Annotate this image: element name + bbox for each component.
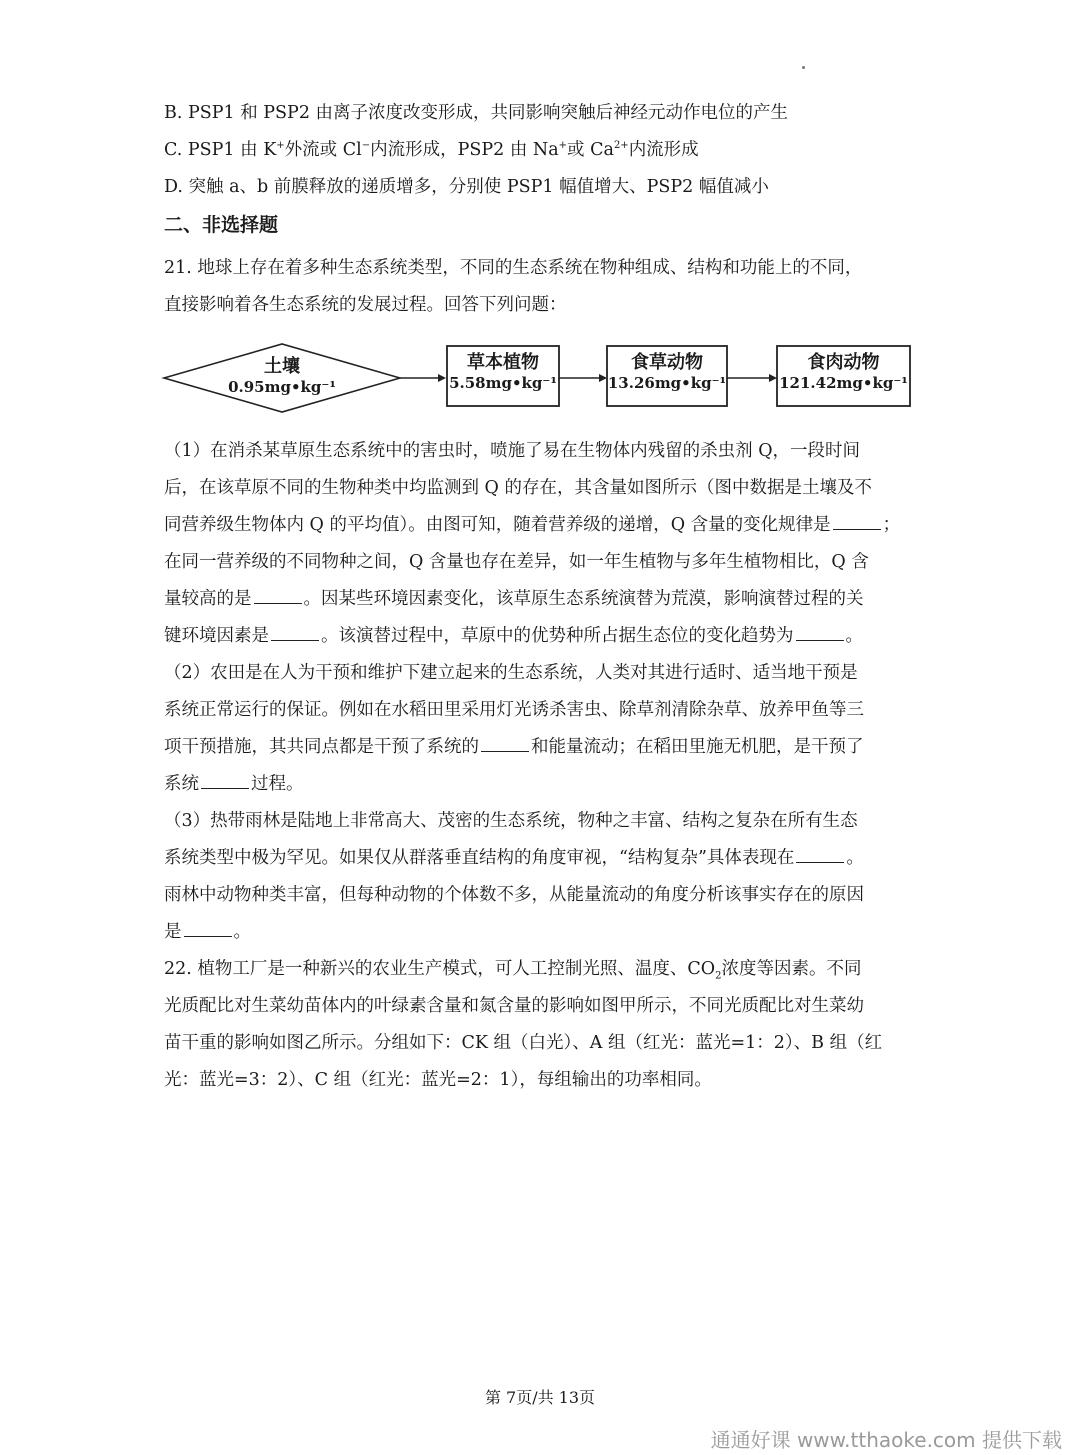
- answer-blank: [201, 772, 249, 789]
- scan-dot: [802, 66, 805, 69]
- page-number: 第 7页/共 13页: [484, 1388, 596, 1407]
- q21-p3-line-3: 雨林中动物种类丰富，但每种动物的个体数不多，从能量流动的角度分析该事实存在的原因: [164, 885, 864, 905]
- arrowhead-2: [599, 374, 607, 382]
- q21-p2-line-3: 项干预措施，其共同点都是干预了系统的 和能量流动；在稻田里施无机肥，是干预了: [164, 737, 864, 757]
- section-heading: 二、非选择题: [164, 214, 279, 236]
- answer-blank: [271, 624, 319, 641]
- q22-line-4: 光：蓝光=3：2）、C 组（红光：蓝光=2：1），每组输出的功率相同。: [164, 1070, 712, 1090]
- q21-p1-line-4: 在同一营养级的不同物种之间，Q 含量也存在差异，如一年生植物与多年生植物相比，Q 含: [164, 552, 869, 572]
- q21-p1-line-6: 键环境因素是 。该演替过程中，草原中的优势种所占据生态位的变化趋势为 。: [164, 626, 863, 646]
- watermark-text: 通通好课 www.tthaoke.com 提供下载: [710, 1428, 1062, 1452]
- option-b: B. PSP1 和 PSP2 由离子浓度改变形成，共同影响突触后神经元动作电位的产生: [164, 103, 789, 123]
- answer-blank: [481, 735, 529, 752]
- answer-blank: [796, 624, 844, 641]
- q21-intro-2: 直接影响着各生态系统的发展过程。回答下列问题：: [164, 295, 567, 315]
- q21-p2-line-4: 系统 过程。: [164, 774, 304, 794]
- answer-blank: [184, 920, 232, 937]
- carnivore-label: 食肉动物 121.42mg•kg⁻¹: [779, 352, 908, 392]
- q21-p2-line-2: 系统正常运行的保证。例如在水稻田里采用灯光诱杀害虫、除草剂清除杂草、放养甲鱼等三: [164, 700, 864, 720]
- food-chain-diagram: [160, 340, 920, 416]
- q22-line-3: 苗干重的影响如图乙所示。分组如下：CK 组（白光）、A 组（红光：蓝光=1：2）、B 组（红: [164, 1033, 883, 1053]
- q21-p2-line-1: （2）农田是在人为干预和维护下建立起来的生态系统，人类对其进行适时、适当地干预是: [164, 663, 858, 683]
- q21-p3-line-1: （3）热带雨林是陆地上非常高大、茂密的生态系统，物种之丰富、结构之复杂在所有生态: [164, 811, 858, 831]
- q21-p1-line-3: 同营养级生物体内 Q 的平均值）。由图可知，随着营养级的递增，Q 含量的变化规律是 ；: [164, 515, 901, 535]
- q21-p3-line-2: 系统类型中极为罕见。如果仅从群落垂直结构的角度审视，“结构复杂”具体表现在 。: [164, 848, 864, 868]
- herbivore-label: 食草动物 13.26mg•kg⁻¹: [607, 352, 727, 392]
- answer-blank: [254, 587, 302, 604]
- option-d: D. 突触 a、b 前膜释放的递质增多，分别使 PSP1 幅值增大、PSP2 幅值减小: [164, 177, 769, 197]
- herb-label: 草本植物 5.58mg•kg⁻¹: [449, 352, 557, 392]
- q21-p1-line-2: 后，在该草原不同的生物种类中均监测到 Q 的存在，其含量如图所示（图中数据是土壤及不: [164, 478, 872, 498]
- option-c: C. PSP1 由 K+外流或 Cl−内流形成，PSP2 由 Na+或 $Ca^{2+}$内流形成: [164, 140, 699, 160]
- answer-blank: [796, 846, 844, 863]
- q21-p1-line-1: （1）在消杀某草原生态系统中的害虫时，喷施了易在生物体内残留的杀虫剂 Q，一段时间: [164, 441, 861, 461]
- q21-p1-line-5: 量较高的是 。因某些环境因素变化，该草原生态系统演替为荒漠，影响演替过程的关: [164, 589, 864, 609]
- q21-intro-1: 21. 地球上存在着多种生态系统类型，不同的生态系统在物种组成、结构和功能上的不同，: [164, 258, 863, 278]
- q21-p3-line-4: 是 。: [164, 922, 251, 942]
- q22-line-1: 22. 植物工厂是一种新兴的农业生产模式，可人工控制光照、温度、$CO_2$浓度等因素。不同: [164, 959, 862, 982]
- arrowhead-1: [438, 374, 446, 382]
- q22-line-2: 光质配比对生菜幼苗体内的叶绿素含量和氮含量的影响如图甲所示，不同光质配比对生菜幼: [164, 996, 864, 1016]
- arrowhead-3: [769, 374, 777, 382]
- answer-blank: [833, 513, 881, 530]
- soil-label: 土壤 0.95mg•kg⁻¹: [228, 356, 336, 396]
